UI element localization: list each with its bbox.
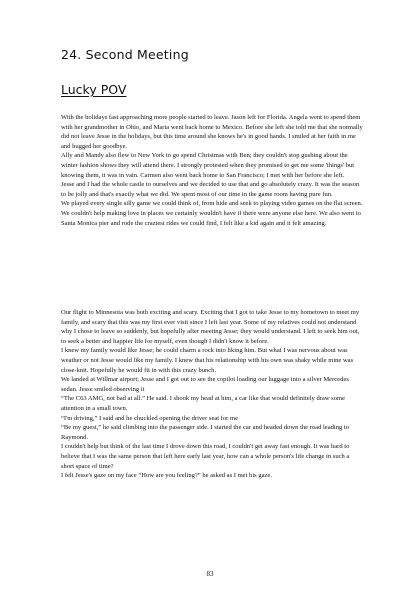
paragraph: Jesse and I had the whole castle to ourselves and we decided to use that and go absolutely crazy. It was the season to be jolly and that's exactly what we did. We spent most of our time in the game room having pure fun. [61,181,360,198]
section-title: Lucky POV [61,82,127,97]
page-number: 83 [206,570,214,578]
paragraph: I knew my family would like Jesse; he could charm a rock into liking him. But what I was nervous about was weather or not Jesse would like my family. I knew that his relationship with his own was shaky while mine was close-knit. Hopefully he would fit in with this crazy bunch. [61,347,354,374]
paragraph: “I'm driving,” I said and he chuckled opening the driver seat for me [61,414,238,422]
paragraph: We played every single silly game we could think of, from hide and seek to playing video games on the flat screen. [61,200,363,208]
paragraph: “Be my guest,” he said climbing into the passenger side. I started the car and headed down the road leading to Raymond. [61,424,349,441]
paragraph: We landed at Willmar airport; Jesse and I got out to see the copilot loading our luggage into a silver Mercedes sedan. Jesse smiled observing it [61,376,349,393]
paragraph: I couldn't help but think of the last time I drove down this road, I couldn't get away fast enough. It was hard to believe that I was the same person that left here early last year, how can a whole person's life change in such a short space of time? [61,443,350,470]
paragraph: Our flight to Minnesota was both exciting and scary. Exciting that I got to take Jesse to my hometown to meet my family, and scary that this was my first ever visit since I left last year. Some of my relatives could not understand why I chose to leave so suddenly, but hopefully after meeting Jesse; they would understand. I left to seek him out, to seek a better and happier life for myself, even though I didn't know it before. [61,309,360,345]
body-block-1 [61,113,364,228]
body-block-2 [61,308,364,481]
paragraph: “The C63 AMG, not bad at all.” He said. I shook my head at him, a car like that would definitely draw some attention in a small town. [61,395,345,412]
paragraph: Ally and Mandy also flew to New York to go spend Christmas with Ben; they couldn't stop gushing about the winter fashion shows they will attend there. I strongly protested when they promised to get me some 'things' but knowing them, it was in vain. Carmen also went back home to San Francisco; I met with her before she left. [61,152,355,179]
chapter-title: 24. Second Meeting [61,47,189,62]
paragraph: I felt Jesse's gaze on my face “How are you feeling?” he asked as I met his gaze. [61,472,272,480]
paragraph: With the holidays fast approaching more people started to leave. Jason left for Florida. Angela went to spend them with her grandmother in Ohio, and Maria went back home to Mexico. Before she left she told me that she normally did not leave Jesse in the holidays, but this time around she knows he's in good hands. I smiled at her faith in me and hugged her goodbye. [61,114,363,150]
paragraph: We couldn't help making love in places we certainly wouldn't have if there were anyone else here. We also went to Santa Monica pier and rode the craziest rides we could find, I felt like a kid again and it felt amazing. [61,209,361,227]
